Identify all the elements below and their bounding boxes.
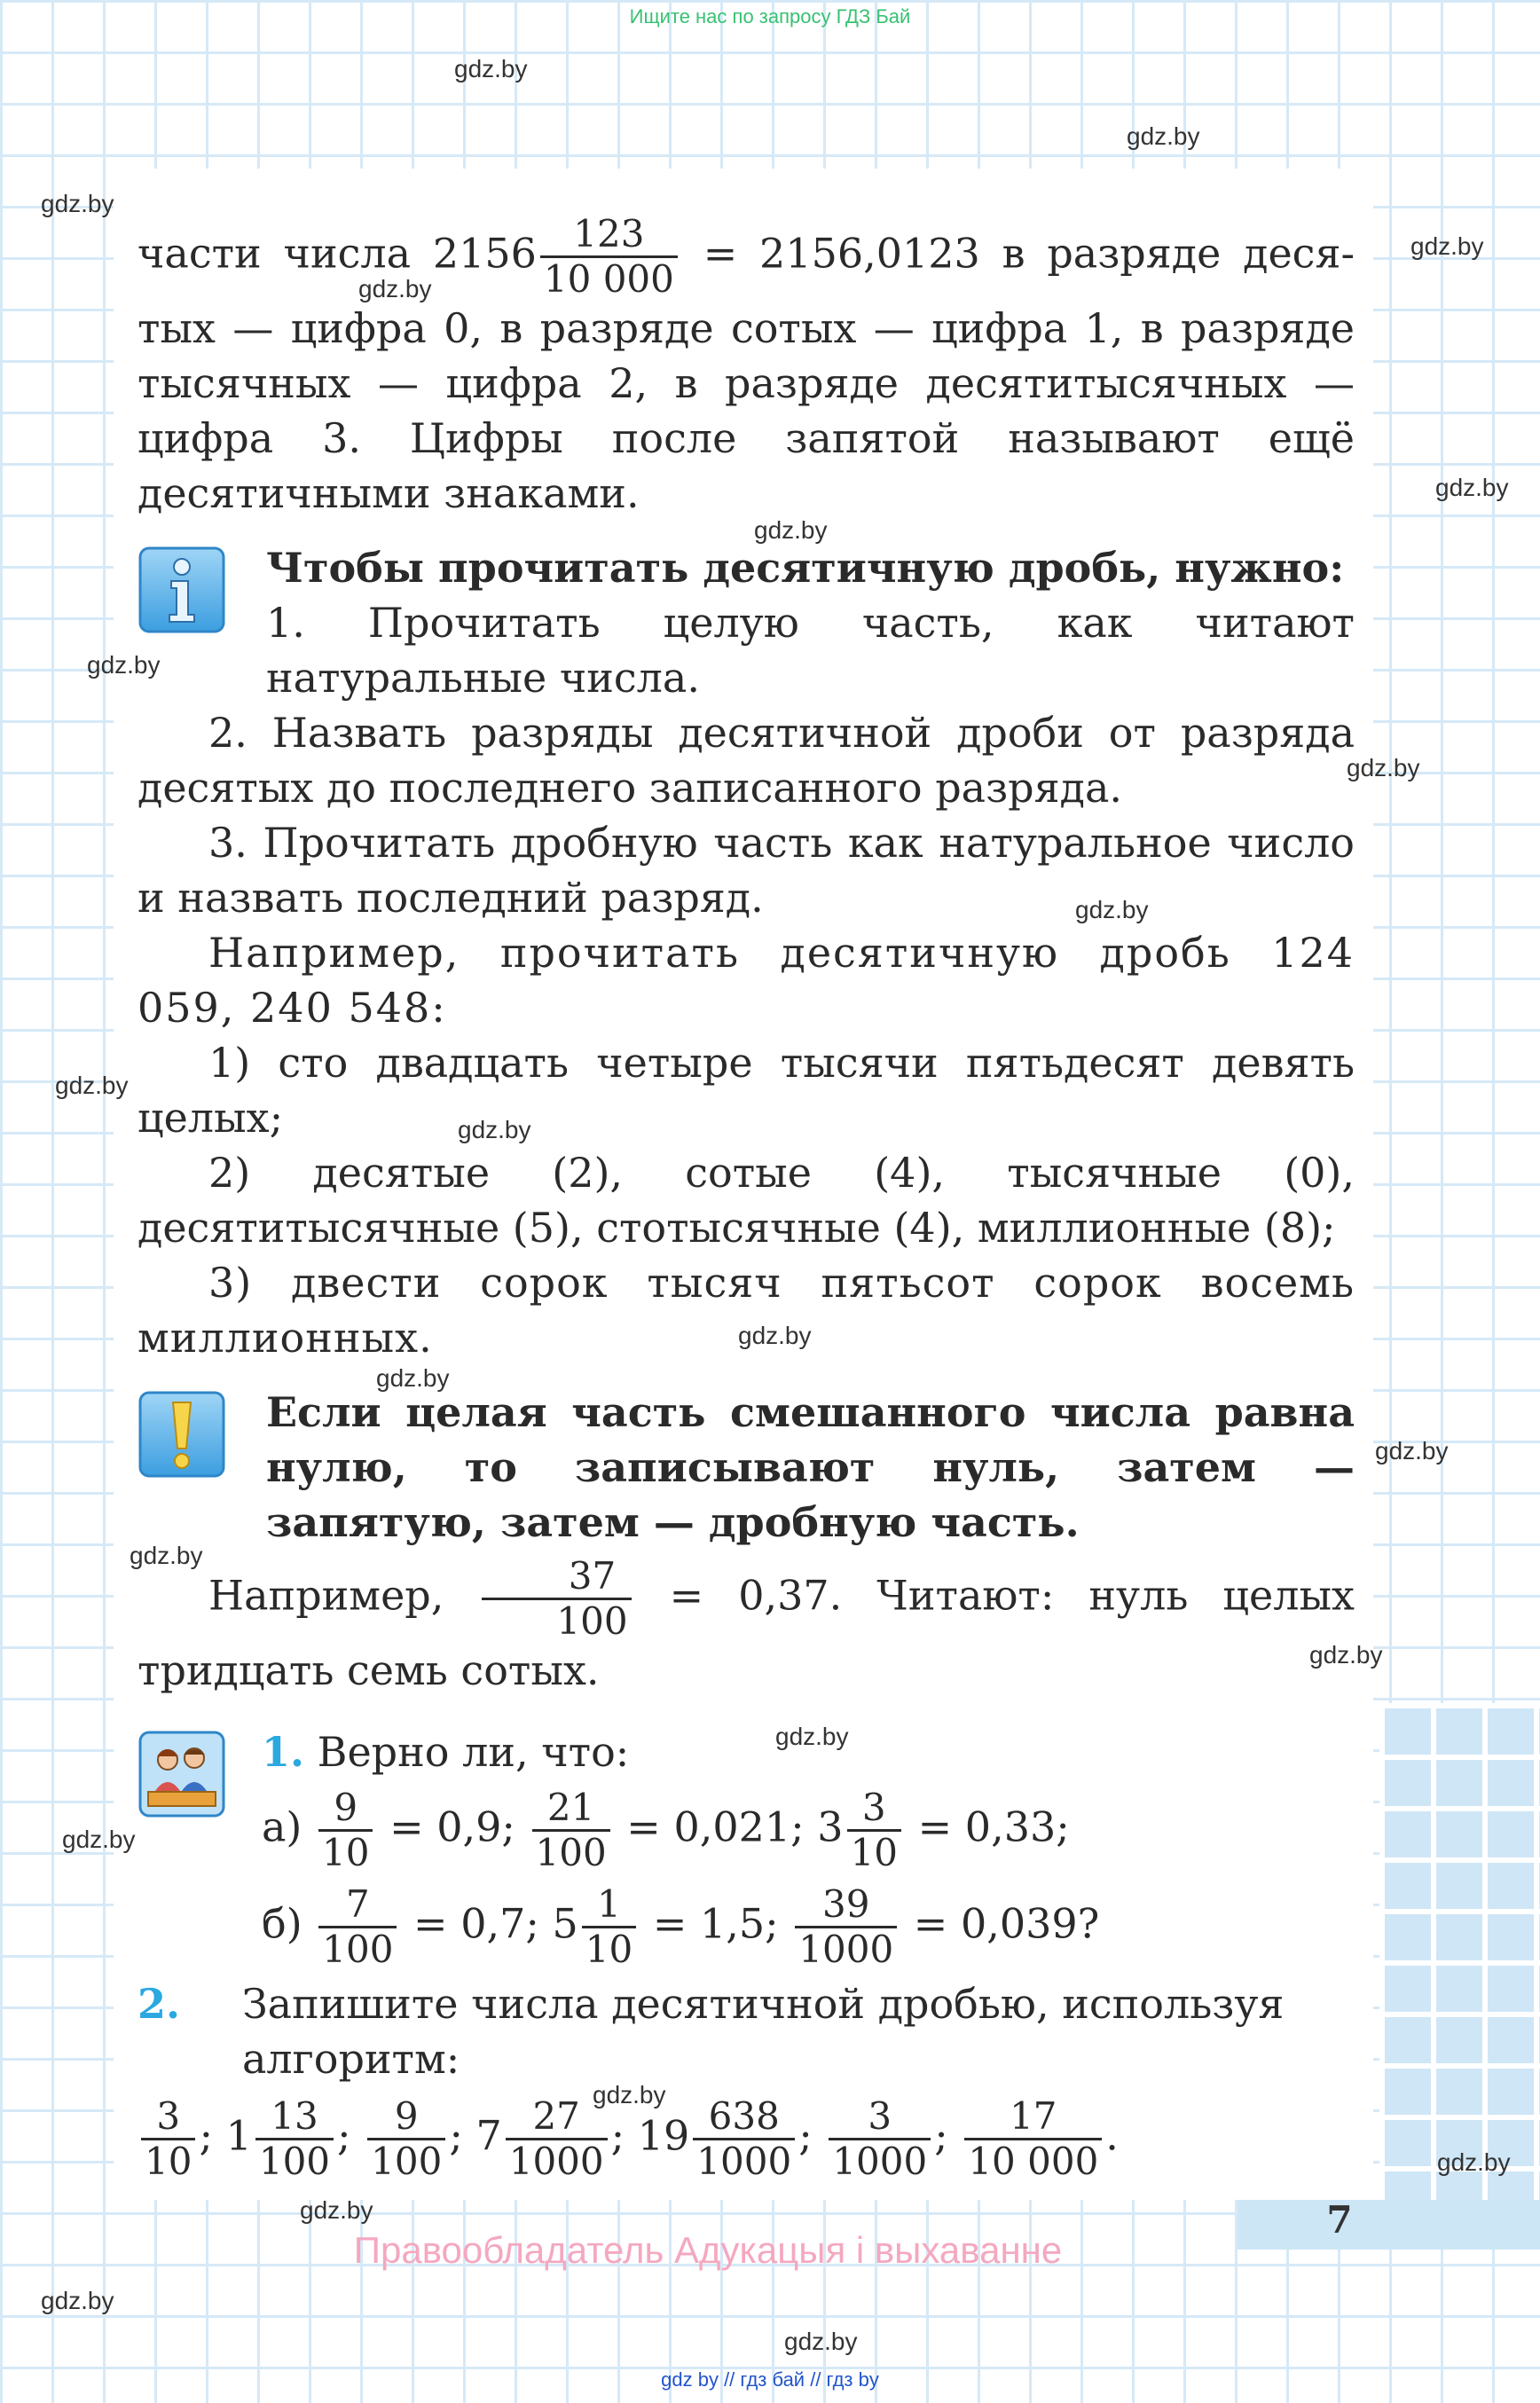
- exercise1-line-b: б) $\frac{7}{100}$ = 0,7; 5 $\frac{1}{10}$ = 1,5; $\frac{39}{1000}$ = 0,039?: [262, 1882, 1100, 1971]
- example2-paragraph: Например, $\frac{37}{100}$ = 0,37. Читают: нуль целых тридцать семь сотых.: [138, 1554, 1355, 1694]
- decorative-grid-blocks: [1379, 1703, 1540, 2200]
- fraction: $\frac{7}{100}$: [318, 1883, 397, 1971]
- watermark: gdz.by: [1435, 474, 1509, 501]
- fraction: $\frac{3}{10}$: [847, 1787, 901, 1874]
- example1-intro: Например, прочитать десятичную дробь 124 059, 240 548:: [138, 929, 1355, 1032]
- watermark: gdz.by: [41, 2287, 114, 2314]
- fraction: $\frac{39}{1000}$: [795, 1883, 897, 1971]
- watermark: gdz.by: [784, 2328, 858, 2355]
- watermark: gdz.by: [1309, 1641, 1383, 1669]
- students-icon: [138, 1730, 226, 1818]
- exercise2-fractions: $\frac{3}{10}$ ; 1 $\frac{13}{100}$ ; $\frac{9}{100}$ ; 7 $\frac{27}{1000}$ ; 19 $\frac{638}{1000}$ ; $\frac{3}{1000}$ ; $\frac{17}{10 000}$ .: [138, 2095, 1355, 2183]
- fraction: $\frac{123}{10 000}$: [540, 213, 678, 301]
- watermark: gdz.by: [376, 1364, 450, 1392]
- fraction: $\frac{1}{10}$: [582, 1883, 636, 1971]
- watermark: gdz.by: [738, 1322, 812, 1349]
- watermark: gdz.by: [593, 2081, 666, 2109]
- example1-part2: 2) десятые (2), сотые (4), тысячные (0), десятитысячные (5), стотысячные (4), миллионные (8);: [138, 1149, 1355, 1252]
- info-icon: [138, 546, 226, 634]
- watermark: gdz.by: [1375, 1437, 1449, 1465]
- exercise1-block: [138, 1724, 1355, 1971]
- fraction: $\frac{3}{1000}$: [829, 2095, 931, 2183]
- watermark: gdz.by: [1437, 2148, 1511, 2176]
- watermark: gdz.by: [87, 651, 161, 679]
- watermark: gdz.by: [1347, 754, 1420, 781]
- top-banner[interactable]: Ищите нас по запросу ГДЗ Бай: [629, 5, 911, 27]
- info-rule-step3: 3. Прочитать дробную часть как натуральное число и назвать последний разряд.: [138, 819, 1355, 922]
- watermark: gdz.by: [454, 55, 528, 82]
- watermark: gdz.by: [754, 516, 828, 544]
- intro-text-end: = 2156,0123 в разряде деся-: [680, 229, 1355, 278]
- watermark: gdz.by: [1410, 232, 1484, 260]
- fraction: $\frac{21}{100}$: [532, 1787, 610, 1874]
- watermark: gdz.by: [41, 190, 114, 217]
- info-rule-heading: Чтобы прочитать десятичную дробь, нужно:: [266, 544, 1345, 592]
- page-content: [138, 213, 1355, 2183]
- watermark: gdz.by: [775, 1723, 849, 1750]
- example1-part3: 3) двести сорок тысяч пятьсот сорок восемь миллионных.: [138, 1259, 1355, 1362]
- exclamation-icon: [138, 1390, 226, 1479]
- warning-rule-block: [138, 1385, 1355, 1550]
- exercise2-number: 2.: [138, 1980, 181, 2028]
- fraction: $\frac{3}{10}$: [141, 2095, 195, 2183]
- watermark: gdz.by: [458, 1116, 531, 1143]
- bottom-banner[interactable]: gdz by // гдз бай // гдз by: [661, 2368, 879, 2391]
- fraction: $\frac{9}{100}$: [367, 2095, 445, 2183]
- example1-part1: 1) сто двадцать четыре тысячи пятьдесят девять целых;: [138, 1039, 1355, 1142]
- watermark: gdz.by: [55, 1072, 129, 1099]
- exercise1-title: 1. Верно ли, что:: [262, 1728, 630, 1776]
- warning-rule-text: Если целая часть смешанного числа равна нулю, то записывают нуль, затем — запятую, затем — дробную часть.: [266, 1388, 1355, 1546]
- info-rule-step1: 1. Прочитать целую часть, как читают натуральные числа.: [266, 599, 1355, 702]
- page-number: 7: [1326, 2198, 1353, 2242]
- watermark: gdz.by: [300, 2196, 373, 2224]
- exercise1-line-a: а) $\frac{9}{10}$ = 0,9; $\frac{21}{100}$ = 0,021; 3 $\frac{3}{10}$ = 0,33;: [262, 1786, 1070, 1874]
- watermark: gdz.by: [1127, 122, 1200, 150]
- watermark: gdz.by: [62, 1826, 136, 1853]
- intro-text-start: части числа 2156: [138, 229, 537, 278]
- exercise2-text: Запишите числа десятичной дробью, используя алгоритм:: [242, 1980, 1285, 2083]
- fraction: $\frac{13}{100}$: [255, 2095, 334, 2183]
- intro-text-rest: тых — цифра 0, в разряде сотых — цифра 1, в разряде тысячных — цифра 2, в разряде десятитысячных — цифра 3. Цифры после запятой называют ещё десятичными знаками.: [138, 304, 1355, 517]
- fraction: $\frac{9}{10}$: [318, 1787, 373, 1874]
- exercise2-block: [138, 1976, 1355, 2086]
- watermark: gdz.by: [1075, 896, 1149, 923]
- info-rule-step2: 2. Назвать разряды десятичной дроби от разряда десятых до последнего записанного разряда.: [138, 709, 1355, 812]
- fraction: $\frac{37}{100}$: [482, 1555, 631, 1643]
- intro-paragraph: [138, 213, 1355, 521]
- watermark: gdz.by: [130, 1542, 203, 1569]
- fraction: $\frac{638}{1000}$: [693, 2095, 795, 2183]
- exercise1-number: 1.: [262, 1728, 305, 1776]
- copyright-notice: Правообладатель Адукацыя і выхаванне: [353, 2229, 1063, 2271]
- fraction: $\frac{27}{1000}$: [506, 2095, 608, 2183]
- watermark: gdz.by: [358, 275, 432, 302]
- fraction: $\frac{17}{10 000}$: [964, 2095, 1102, 2183]
- info-rule-block: [138, 540, 1355, 705]
